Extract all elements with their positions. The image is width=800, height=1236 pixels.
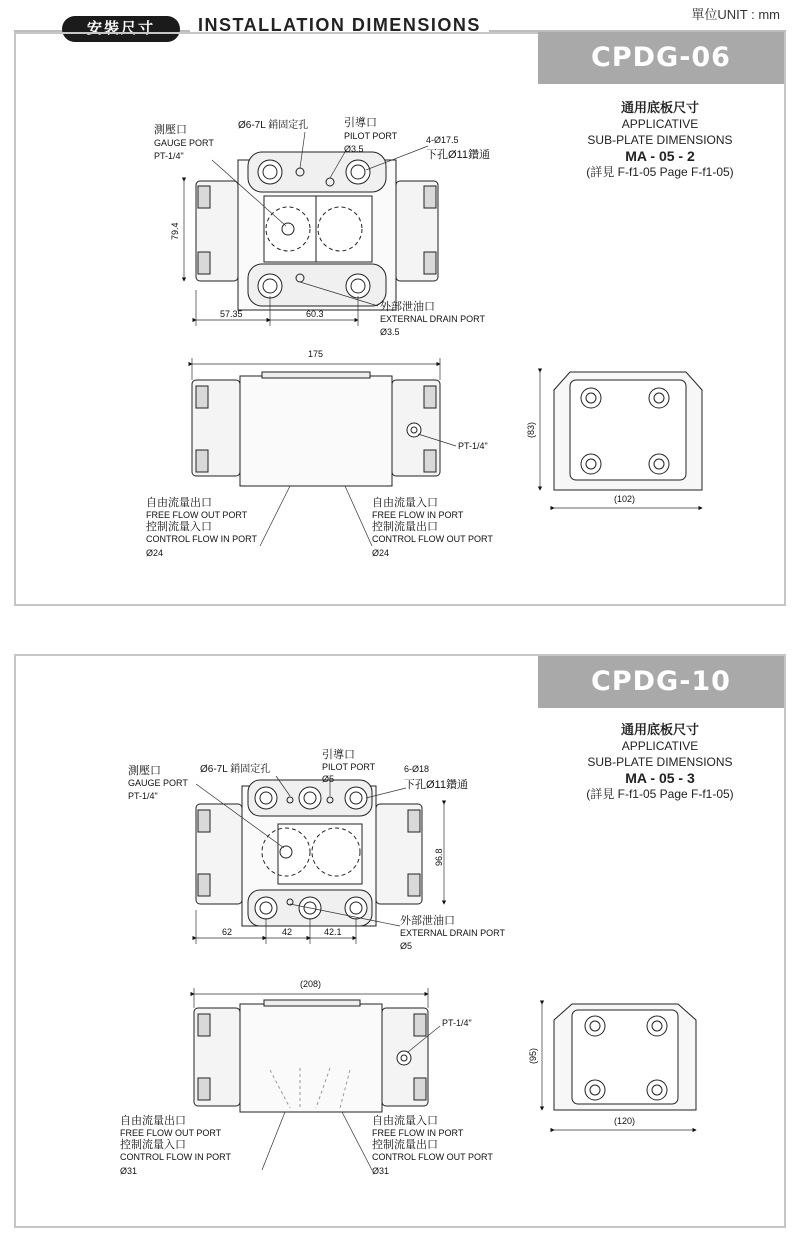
side-view (554, 1004, 696, 1110)
gauge-port-en: GAUGE PORT (128, 778, 188, 788)
bolt-hole-label: 6-Ø18 (404, 764, 430, 774)
drain-port-cn: 外部泄油口 (380, 301, 435, 313)
front-view (192, 372, 440, 486)
gauge-port-pt: PT-1/4" (154, 151, 184, 161)
bolt-hole-cn: 下孔Ø11鑽通 (404, 779, 468, 791)
left-port-en1: FREE FLOW OUT PORT (146, 510, 248, 520)
pin-hole-label: Ø6-7L 銷固定孔 (200, 764, 271, 775)
subplate-title: 通用底板尺寸 (620, 722, 699, 737)
gauge-port-en: GAUGE PORT (154, 138, 214, 148)
right-port-cn2: 控制流量出口 (372, 521, 438, 533)
top-view (196, 780, 422, 926)
subplate-ref: (詳見 F-f1-05 Page F-f1-05) (586, 165, 734, 179)
right-port-en1: FREE FLOW IN PORT (372, 1128, 464, 1138)
right-port-cn1: 自由流量入口 (372, 1115, 438, 1127)
subplate-ref: (詳見 F-f1-05 Page F-f1-05) (586, 787, 734, 801)
pilot-port-en: PILOT PORT (322, 762, 376, 772)
left-port-dia: Ø31 (120, 1166, 138, 1176)
bolt-hole-cn: 下孔Ø11鑽通 (426, 149, 490, 161)
subplate-line2: SUB-PLATE DIMENSIONS (587, 755, 733, 769)
pin-hole-label: Ø6-7L 銷固定孔 (238, 120, 309, 131)
section-title: INSTALLATION DIMENSIONS (190, 15, 489, 36)
pilot-port-cn: 引導口 (344, 117, 377, 129)
left-port-en1: FREE FLOW OUT PORT (120, 1128, 222, 1138)
left-port-cn1: 自由流量出口 (120, 1115, 186, 1127)
right-port-cn1: 自由流量入口 (372, 497, 438, 509)
right-port-en2: CONTROL FLOW OUT PORT (372, 1152, 493, 1162)
side-width: (102) (614, 494, 636, 504)
pilot-port-en: PILOT PORT (344, 131, 398, 141)
model-banner: CPDG-10 (538, 656, 784, 708)
right-port-en2: CONTROL FLOW OUT PORT (372, 534, 493, 544)
right-port-dia: Ø31 (372, 1166, 390, 1176)
subplate-line1: APPLICATIVE (621, 739, 699, 753)
gauge-port-pt: PT-1/4" (128, 791, 158, 801)
drain-port-en: EXTERNAL DRAIN PORT (400, 928, 506, 938)
drain-port-dia: Ø3.5 (380, 327, 400, 337)
right-port-dia: Ø24 (372, 548, 390, 558)
dim-3: 42.1 (324, 927, 342, 937)
subplate-title: 通用底板尺寸 (620, 100, 699, 115)
dim-2: 42 (282, 927, 293, 937)
dim-2: 60.3 (306, 309, 324, 319)
left-port-cn2: 控制流量入口 (120, 1139, 186, 1151)
unit-label: 單位UNIT : mm (691, 7, 780, 22)
side-view (554, 372, 702, 490)
left-port-cn2: 控制流量入口 (146, 521, 212, 533)
drain-port-en: EXTERNAL DRAIN PORT (380, 314, 486, 324)
side-height: (95) (528, 1047, 538, 1064)
pilot-port-dia: Ø5 (322, 774, 335, 784)
front-view (194, 1000, 428, 1112)
pilot-port-cn: 引導口 (322, 749, 355, 761)
right-port-en1: FREE FLOW IN PORT (372, 510, 464, 520)
model-banner: CPDG-06 (538, 32, 784, 84)
dim-1: 62 (222, 927, 233, 937)
bolt-hole-label: 4-Ø17.5 (426, 135, 459, 145)
pilot-port-dia: Ø3.5 (344, 144, 364, 154)
dim-width: 175 (308, 349, 324, 359)
cpdg-10-drawings (0, 600, 800, 1236)
side-width: (120) (614, 1116, 636, 1126)
left-port-dia: Ø24 (146, 548, 164, 558)
section-label: 安裝尺寸 (62, 16, 180, 42)
left-port-en2: CONTROL FLOW IN PORT (146, 534, 258, 544)
left-port-en2: CONTROL FLOW IN PORT (120, 1152, 232, 1162)
dim-width: (208) (300, 979, 322, 989)
gauge-port-cn: 測壓口 (128, 765, 161, 777)
subplate-line1: APPLICATIVE (621, 117, 699, 131)
side-height: (83) (526, 421, 536, 438)
left-port-cn1: 自由流量出口 (146, 497, 212, 509)
dim-1: 57.35 (220, 309, 243, 319)
drain-port-cn: 外部泄油口 (400, 915, 455, 927)
pt-port: PT-1/4" (442, 1018, 472, 1028)
pt-port: PT-1/4" (458, 441, 488, 451)
gauge-port-cn: 測壓口 (154, 124, 187, 136)
subplate-line2: SUB-PLATE DIMENSIONS (587, 133, 733, 147)
top-view (196, 152, 438, 310)
right-port-cn2: 控制流量出口 (372, 1139, 438, 1151)
dim-height: 96.8 (434, 848, 444, 866)
subplate-model: MA - 05 - 2 (625, 148, 695, 164)
subplate-model: MA - 05 - 3 (625, 770, 695, 786)
dim-height: 79.4 (170, 222, 180, 240)
drain-port-dia: Ø5 (400, 941, 413, 951)
